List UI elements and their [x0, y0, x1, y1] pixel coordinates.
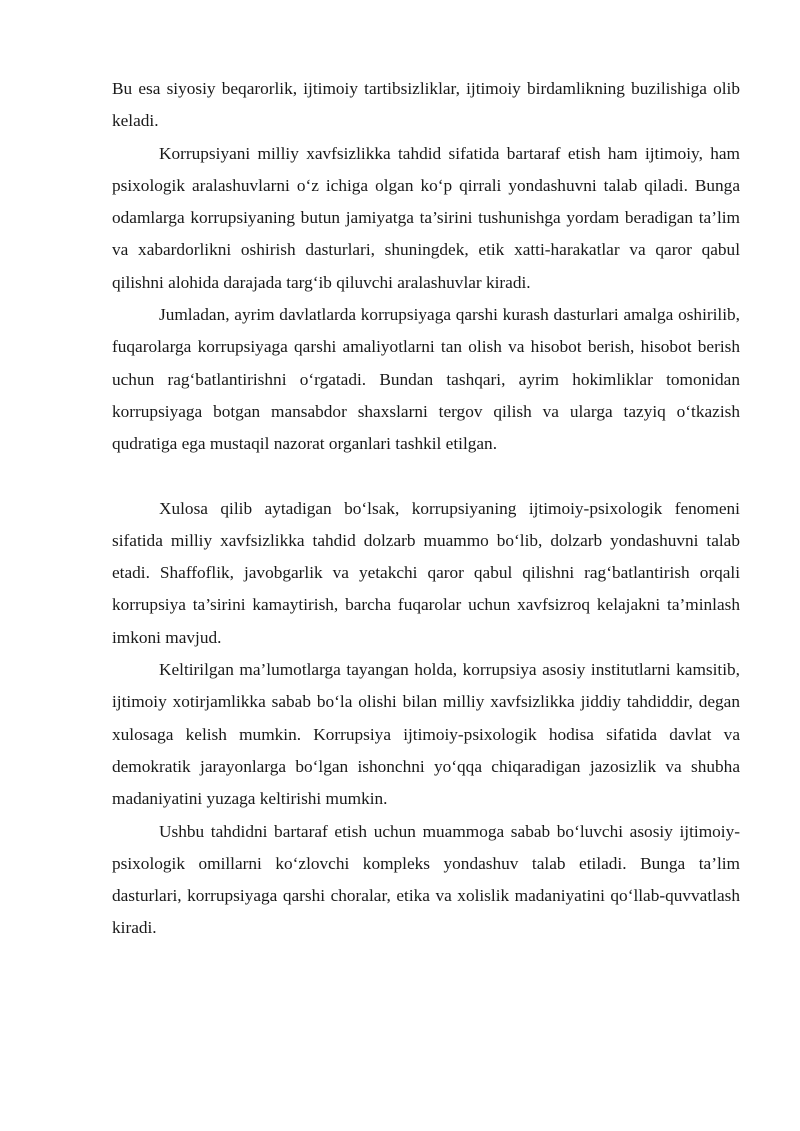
paragraph-spacer	[112, 461, 740, 493]
paragraph-anticorruption-programs: Jumladan, ayrim davlatlarda korrupsiyaga qarshi kurash dasturlari amalga oshirilib, fuqarolarga korrupsiyaga qarshi amaliyotlarni tan olish va hisobot berish, hisobot berish uchun rag‘batlantirishni o‘rgatadi. Bundan tashqari, ayrim hokimliklar tomonidan korrupsiyaga botgan mansabdor shaxslarni tergov qilish va ularga tazyiq o‘tkazish qudratiga ega mustaqil nazorat organlari tashkil etilgan.	[112, 305, 740, 454]
paragraph-continuation: Bu esa siyosiy beqarorlik, ijtimoiy tartibsizliklar, ijtimoiy birdamlikning buzilishiga olib keladi.	[112, 79, 740, 131]
document-page	[112, 73, 740, 945]
paragraph-comprehensive-approach: Ushbu tahdidni bartaraf etish uchun muammoga sabab bo‘luvchi asosiy ijtimoiy-psixologik omillarni ko‘zlovchi kompleks yondashuv talab etiladi. Bunga ta’lim dasturlari, korrupsiyaga qarshi choralar, etika va xolislik madaniyatini qo‘llab-quvvatlash kiradi.	[112, 821, 740, 938]
paragraph-conclusion: Xulosa qilib aytadigan bo‘lsak, korrupsiyaning ijtimoiy-psixologik fenomeni sifatida milliy xavfsizlikka tahdid dolzarb muammo bo‘lib, dolzarb yondashuvni talab etadi. Shaffoflik, javobgarlik va yetakchi qaror qabul qilishni rag‘batlantirish orqali korrupsiya ta’sirini kamaytirish, barcha fuqarolar uchun xavfsizroq kelajakni ta’minlash imkoni mavjud.	[112, 498, 740, 647]
paragraph-national-security-threat: Keltirilgan ma’lumotlarga tayangan holda, korrupsiya asosiy institutlarni kamsitib, ijtimoiy xotirjamlikka sabab bo‘la olishi bilan milliy xavfsizlikka jiddiy tahdiddir, degan xulosaga kelish mumkin. Korrupsiya ijtimoiy-psixologik hodisa sifatida davlat va demokratik jarayonlarga bo‘lgan ishonchni yo‘qqa chiqaradigan jazosizlik va shubha madaniyatini yuzaga keltirishi mumkin.	[112, 660, 740, 809]
paragraph-multifaceted-approach: Korrupsiyani milliy xavfsizlikka tahdid sifatida bartaraf etish ham ijtimoiy, ham psixologik aralashuvlarni o‘z ichiga olgan ko‘p qirrali yondashuvni talab qiladi. Bunga odamlarga korrupsiyaning butun jamiyatga ta’sirini tushunishga yordam beradigan ta’lim va xabardorlikni oshirish dasturlari, shuningdek, etik xatti-harakatlar va qaror qabul qilishni alohida darajada targ‘ib qiluvchi aralashuvlar kiradi.	[112, 143, 740, 292]
